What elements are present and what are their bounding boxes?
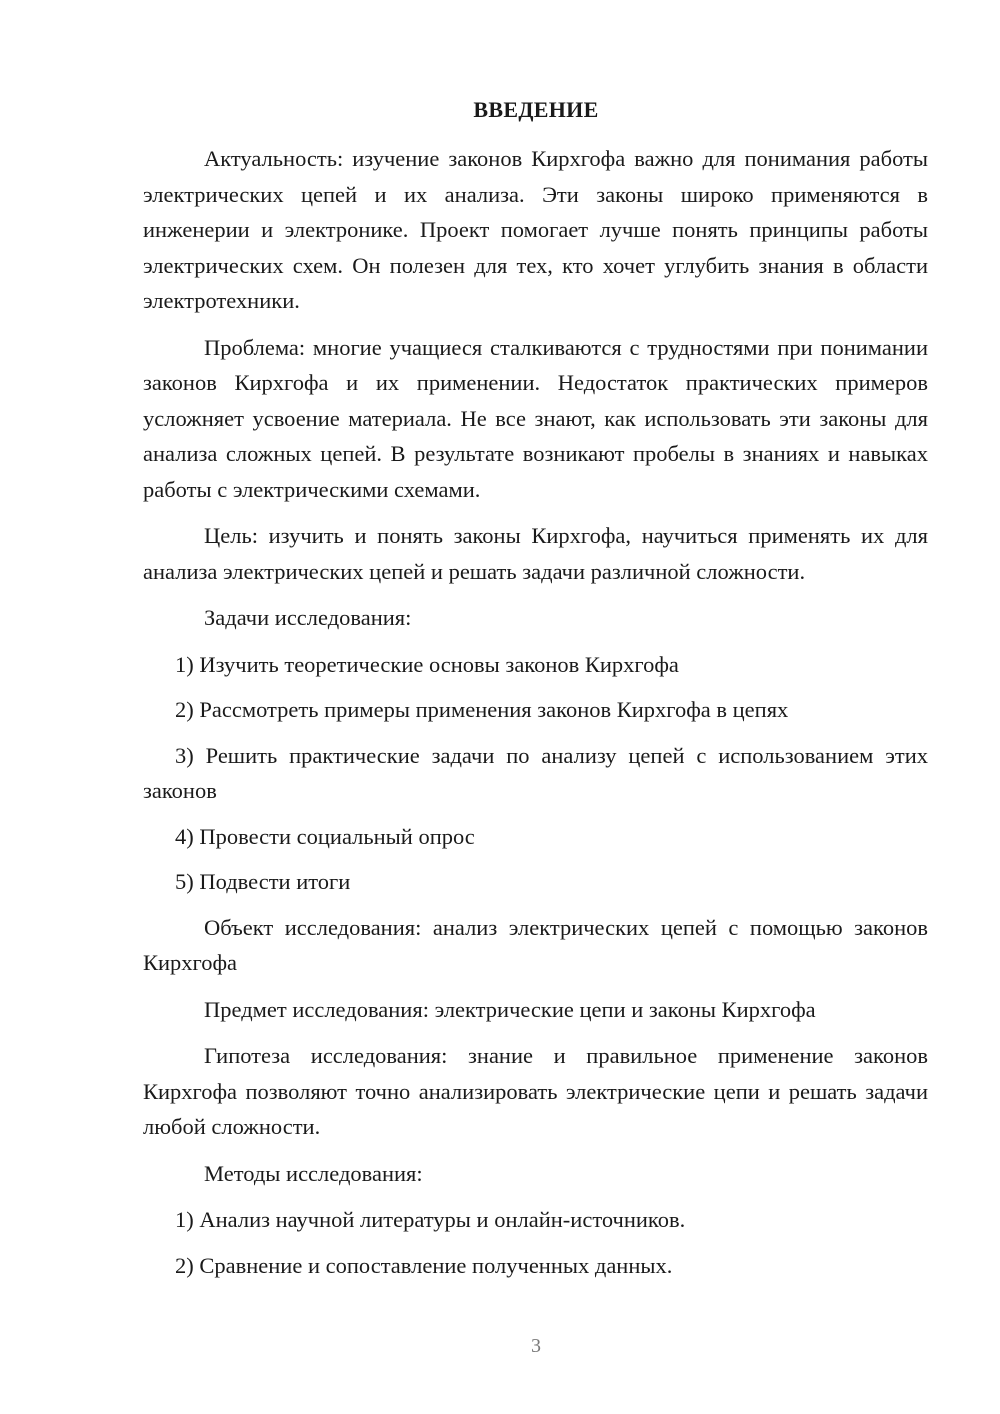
- paragraph-problem: Проблема: многие учащиеся сталкиваются с трудностями при понимании законов Кирхгофа и их применении. Недостаток практических примеров усложняет усвоение материала. Не все знают, как использовать эти законы для анализа сложных цепей. В результате возникают пробелы в знаниях и навыках работы с электрическими схемами.: [143, 334, 928, 502]
- tasks-title: Задачи исследования:: [204, 605, 412, 630]
- list-item-task-4: 4) Провести социальный опрос: [175, 823, 475, 849]
- list-item-method-2: 2) Сравнение и сопоставление полученных данных.: [175, 1252, 673, 1278]
- paragraph-subject: Предмет исследования: электрические цепи и законы Кирхгофа: [204, 996, 816, 1022]
- page-title: ВВЕДЕНИЕ: [473, 97, 599, 122]
- paragraph-relevance: Актуальность: изучение законов Кирхгофа важно для понимания работы электрических цепей и их анализа. Эти законы широко применяются в инженерии и электронике. Проект помогает лучше понять принципы работы электрических схем. Он полезен для тех, кто хочет углубить знания в области электротехники.: [143, 146, 928, 313]
- page-body: [143, 141, 928, 1293]
- paragraph-goal: Цель: изучить и понять законы Кирхгофа, научиться применять их для анализа электрических цепей и решать задачи различной сложности.: [143, 523, 928, 584]
- paragraph-hypothesis: Гипотеза исследования: знание и правильное применение законов Кирхгофа позволяют точно анализировать электрические цепи и решать задачи любой сложности.: [143, 1043, 928, 1139]
- list-item-task-5: 5) Подвести итоги: [175, 869, 351, 894]
- methods-title: Методы исследования:: [204, 1160, 423, 1186]
- page-number: 3: [531, 1335, 541, 1357]
- list-item-task-1: 1) Изучить теоретические основы законов Кирхгофа: [175, 651, 679, 677]
- list-item-task-3: 3) Решить практические задачи по анализу цепей с использованием этих законов: [143, 742, 928, 803]
- paragraph-object: Объект исследования: анализ электрических цепей с помощью законов Кирхгофа: [143, 914, 928, 975]
- list-item-method-1: 1) Анализ научной литературы и онлайн-источников.: [175, 1207, 686, 1232]
- list-item-task-2: 2) Рассмотреть примеры применения законов Кирхгофа в цепях: [175, 697, 789, 722]
